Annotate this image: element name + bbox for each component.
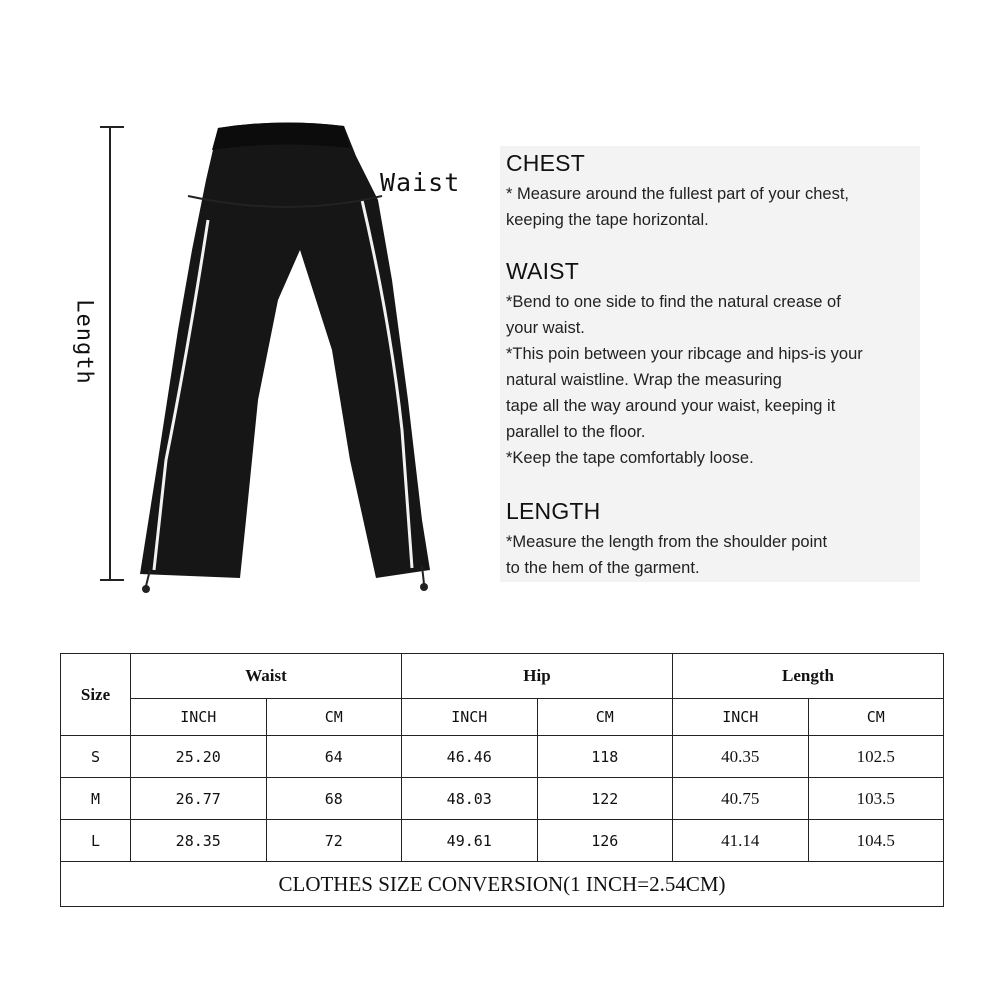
unit-header: CM [266, 699, 402, 736]
measurement-guide [500, 146, 920, 582]
waist-text [506, 289, 916, 471]
conversion-note: CLOTHES SIZE CONVERSION(1 INCH=2.54CM) [61, 862, 944, 907]
text-line: to the hem of the garment. [506, 559, 700, 577]
size-cell: S [61, 736, 131, 778]
unit-header: CM [808, 699, 944, 736]
waist-section [506, 258, 916, 471]
table-cell: 72 [266, 820, 402, 862]
table-cell: 126 [537, 820, 673, 862]
table-header-row [61, 654, 944, 699]
text-line: natural waistline. Wrap the measuring [506, 371, 782, 389]
length-title: LENGTH [506, 498, 601, 524]
chest-title: CHEST [506, 150, 585, 176]
table-cell: 103.5 [808, 778, 944, 820]
table-row [61, 778, 944, 820]
size-header: Size [61, 654, 131, 736]
text-line: *Bend to one side to find the natural crease of [506, 293, 841, 311]
table-cell: 102.5 [808, 736, 944, 778]
chest-text [506, 181, 916, 233]
table-cell: 26.77 [131, 778, 267, 820]
table-cell: 40.35 [673, 736, 809, 778]
text-line: tape all the way around your waist, keeping it [506, 397, 836, 415]
table-cell: 104.5 [808, 820, 944, 862]
length-text [506, 529, 916, 581]
table-cell: 40.75 [673, 778, 809, 820]
size-chart-table [60, 653, 944, 907]
table-cell: 49.61 [402, 820, 538, 862]
table-cell: 118 [537, 736, 673, 778]
hip-group-header: Hip [402, 654, 673, 699]
table-cell: 41.14 [673, 820, 809, 862]
table-footer-row [61, 862, 944, 907]
unit-header: INCH [402, 699, 538, 736]
table-cell: 48.03 [402, 778, 538, 820]
table-cell: 25.20 [131, 736, 267, 778]
unit-header: INCH [131, 699, 267, 736]
text-line: your waist. [506, 319, 585, 337]
waist-title: WAIST [506, 258, 579, 284]
length-group-header: Length [673, 654, 944, 699]
size-cell: L [61, 820, 131, 862]
text-line: parallel to the floor. [506, 423, 646, 441]
waist-group-header: Waist [131, 654, 402, 699]
length-label: Length [71, 299, 97, 385]
text-line: *Measure the length from the shoulder point [506, 533, 828, 551]
table-cell: 64 [266, 736, 402, 778]
waist-label: Waist [380, 168, 461, 197]
table-cell: 28.35 [131, 820, 267, 862]
table-cell: 46.46 [402, 736, 538, 778]
table-row [61, 736, 944, 778]
text-line: *Keep the tape comfortably loose. [506, 449, 754, 467]
length-section [506, 498, 916, 581]
unit-header: CM [537, 699, 673, 736]
length-bracket [100, 127, 124, 580]
text-line: * Measure around the fullest part of your chest, [506, 185, 850, 203]
size-cell: M [61, 778, 131, 820]
text-line: *This poin between your ribcage and hips-is your [506, 345, 863, 363]
table-cell: 68 [266, 778, 402, 820]
table-unit-row [61, 699, 944, 736]
text-line: keeping the tape horizontal. [506, 211, 709, 229]
table-row [61, 820, 944, 862]
chest-section [506, 150, 916, 233]
table-cell: 122 [537, 778, 673, 820]
unit-header: INCH [673, 699, 809, 736]
